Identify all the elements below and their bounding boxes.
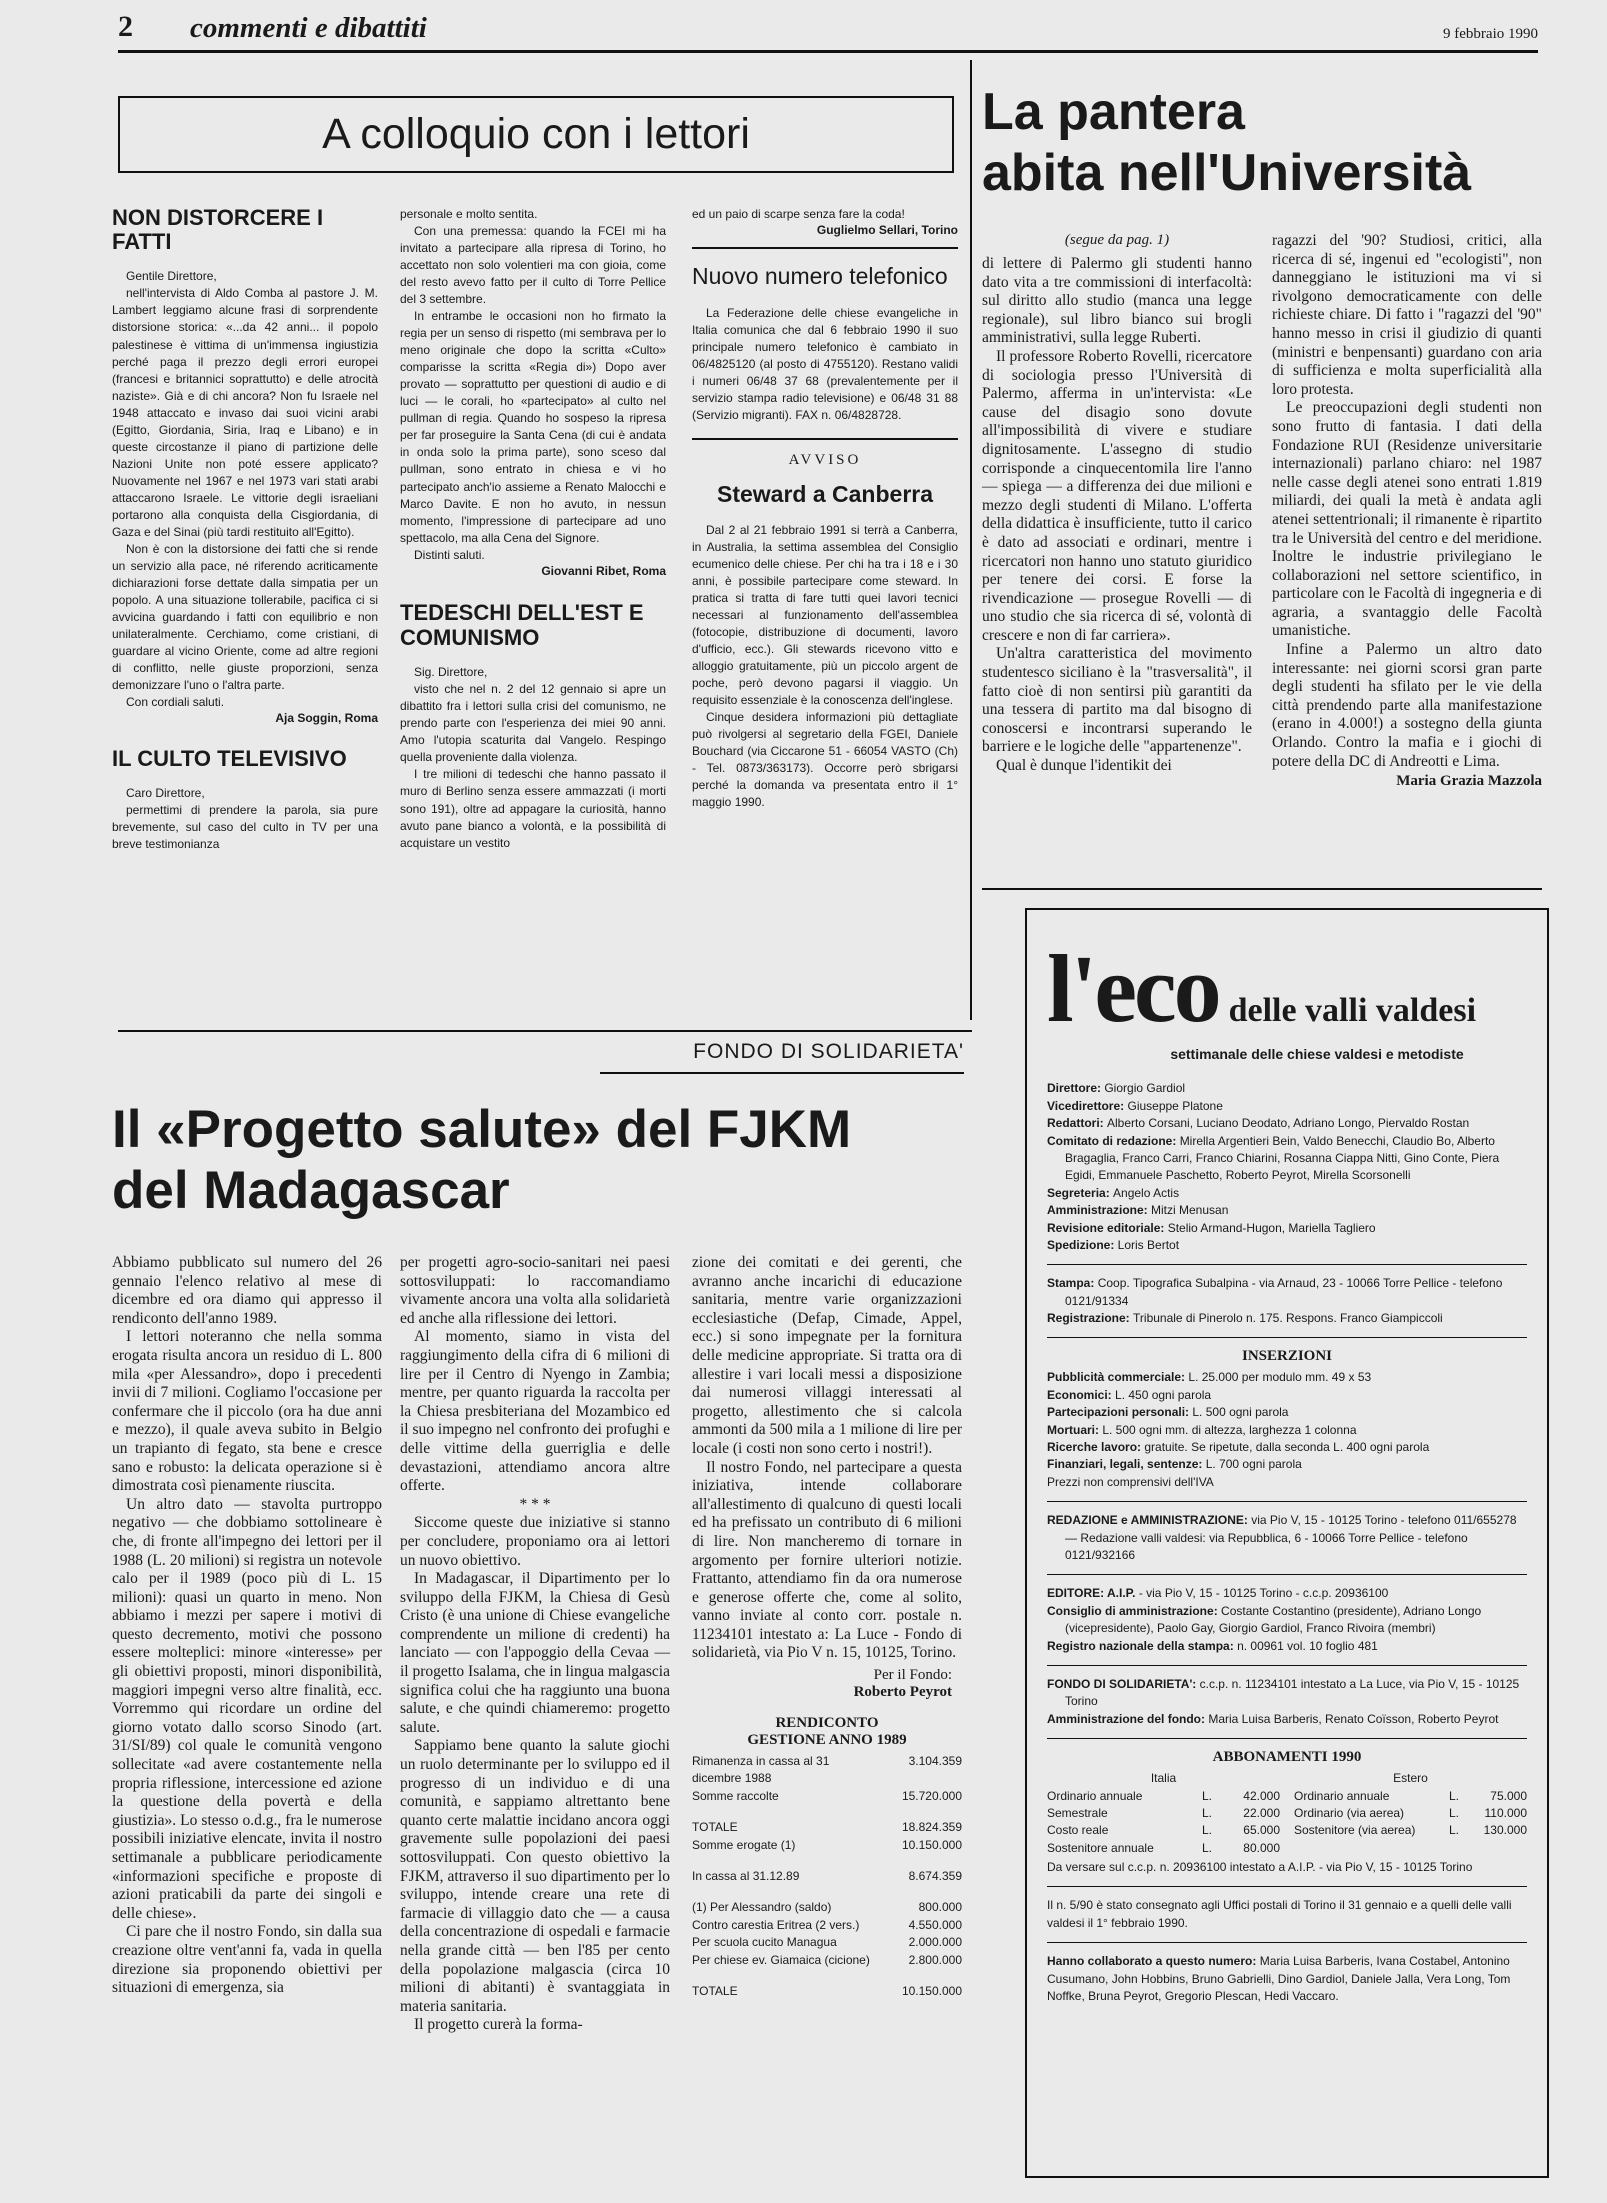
paragraph: I lettori noteranno che nella somma erogata risulta ancora un residuo di L. 800 mila «per Alessandro», dopo i precedenti invii di 7 milioni. Cogliamo l'occasione per confermare che il piccolo (ora ha due anni e mezzo), il quale aveva subito in Belgio un trapianto di fegato, sta bene e cresce sano e robusto: la delicata operazione si è dimostrata così pienamente riuscita. [112, 1328, 382, 1495]
table-row [692, 1899, 962, 1916]
info-value: - via Pio V, 15 - 10125 Torino - c.c.p. 20936100 [1138, 1586, 1389, 1601]
eco-editore [1047, 1585, 1527, 1655]
info-value: Coop. Tipografica Subalpina - via Arnaud, 23 - 10066 Torre Pellice - telefono 0121/91334 [1065, 1276, 1503, 1308]
info-label: Amministrazione del fondo: [1047, 1711, 1209, 1726]
info-label: Comitato di redazione: [1047, 1133, 1180, 1148]
info-line [1047, 1456, 1527, 1473]
fondo-headline [112, 1100, 972, 1222]
info-line [1047, 1115, 1527, 1132]
info-value: Alberto Corsani, Luciano Deodato, Adriano Longo, Piervaldo Rostan [1107, 1116, 1470, 1131]
divider [1047, 1665, 1527, 1666]
paragraph: In Madagascar, il Dipartimento per lo sviluppo della FJKM, la Chiesa di Gesù Cristo (è una unione di Chiese evangeliche comprendente un milione di credenti) ha lanciato — con l'appoggio della Cevaa — il progetto Isalama, che in lingua malgascia significa colui che ha raggiunto una buona salute, e che quindi chiameremo: progetto salute. [400, 1570, 670, 1736]
fondo-text [692, 1254, 962, 1663]
subscription-price: 22.000 [1243, 1805, 1280, 1820]
letter-signature: Aja Soggin, Roma [275, 711, 378, 726]
info-value: Tribunale di Pinerolo n. 175. Respons. Franco Giampiccoli [1133, 1311, 1443, 1326]
info-line [1047, 1676, 1527, 1711]
colloquio-column-1 [112, 206, 378, 854]
page-number: 2 [118, 10, 133, 43]
info-line [1047, 1603, 1527, 1638]
subscription-type: Ordinario annuale [1294, 1788, 1390, 1803]
eco-logo-sub: delle valli valdesi [1228, 992, 1477, 1030]
letter-text: ed un paio di scarpe senza fare la coda! [692, 207, 905, 221]
info-value: L. 500 ogni parola [1192, 1405, 1289, 1420]
fondo-signature: Roberto Peyrot [853, 1684, 952, 1701]
abbonamenti-list [1047, 1788, 1280, 1858]
info-label: Spedizione: [1047, 1237, 1118, 1252]
colloquio-title: A colloquio con i lettori [322, 110, 750, 158]
fondo-kicker-rule [600, 1072, 964, 1074]
letter-heading: IL CULTO TELEVISIVO [112, 746, 347, 772]
row-amount: 18.824.359 [901, 1820, 962, 1835]
section-rule [982, 888, 1542, 890]
paragraph: Le preoccupazioni degli studenti non sono frutto di fantasia. I dati della Fondazione RUI (Residenze universitarie internazionali) parlano chiaro: nel 1987 nelle casse degli atenei sono entrati 1.819 miliardi, dei quali la metà è andata agli atenei settentrionali; il rimanente è ripartito tra le Università del centro e del meridione. Inoltre le industrie privilegiano le collaborazioni nel settore scientifico, in particolare con le Facoltà di ingegneria e di agraria, a svantaggio delle Facoltà umanistiche. [1272, 399, 1542, 640]
row-label: Somme erogate (1) [692, 1837, 796, 1852]
row-amount [892, 1885, 962, 1899]
pantera-text [1272, 232, 1542, 771]
currency: L. [1202, 1805, 1213, 1820]
fondo-signature-label: Per il Fondo: [873, 1667, 952, 1684]
letter-text: Non è con la distorsione dei fatti che si rende un servizio alla pace, né riferendo acriticamente dichiarazioni forse dettate dalla simpatia per un popolo. A una situazione tollerabile, pacifica ci si avvicina guardando i fatti con equilibrio e non unilateralmente. Cerchiamo, come cristiani, di guardare al vicino Oriente, come ad altre regioni di conflitto, nelle giuste proporzioni, senza demonizzare l'uno o l'altra parte. [112, 541, 378, 693]
pantera-text [982, 255, 1252, 776]
table-row [692, 1983, 962, 2000]
subscription-row [1294, 1805, 1527, 1822]
subscription-price: 65.000 [1243, 1823, 1280, 1838]
info-value: Prezzi non comprensivi dell'IVA [1047, 1474, 1214, 1489]
column-rule [970, 60, 972, 1020]
paragraph: per progetti agro-socio-sanitari nei paesi sottosviluppati: lo raccomandiamo vivamente ancora una volta alla solidarietà ed anche alla riflessione dei lettori. [400, 1254, 670, 1327]
subscription-type: Sostenitore (via aerea) [1294, 1823, 1416, 1838]
info-value: n. 00961 vol. 10 foglio 481 [1237, 1638, 1378, 1653]
letter-signature: Guglielmo Sellari, Torino [816, 223, 958, 238]
info-line [1047, 1369, 1527, 1386]
notice-text: Cinque desidera informazioni più dettagliate può rivolgersi al segretario della FGEI, Daniele Bouchard (via Ciccarone 51 - 66054 VASTO (Ch) - Tel. 0873/363173). Occorre però sbrigarsi perché la domanda va presentata entro il 1° maggio 1990. [692, 710, 958, 810]
info-line [1047, 1387, 1527, 1404]
info-line [1047, 1512, 1527, 1564]
eco-redazione [1047, 1512, 1527, 1564]
info-line [1047, 1404, 1527, 1421]
subscription-price: 75.000 [1490, 1788, 1527, 1803]
currency: L. [1449, 1823, 1460, 1838]
info-line [1047, 1585, 1527, 1602]
table-row [692, 1868, 962, 1885]
info-value: Mitzi Menusan [1151, 1203, 1229, 1218]
row-amount: 4.550.000 [908, 1917, 962, 1932]
letter-text: Distinti saluti. [414, 547, 485, 562]
info-value: Giuseppe Platone [1127, 1098, 1223, 1113]
section-name: commenti e dibattiti [190, 12, 427, 44]
paragraph: Abbiamo pubblicato sul numero del 26 gennaio l'elenco relativo al mese di dicembre ed ora diamo qui appresso il rendiconto dell'anno 1989. [112, 1254, 382, 1327]
info-value: Mirella Argentieri Bein, Valdo Benecchi, Claudio Bo, Alberto Bragaglia, Franco Carri, Franco Chiarini, Rosanna Ciappa Nitti, Gino Conte, Piera Egidi, Emmanuele Paschetto, Roberto Peyrot, Mirella Scorsonelli [1065, 1133, 1500, 1183]
eco-logo-row [1047, 935, 1527, 1042]
abbonamenti-estero [1294, 1770, 1527, 1857]
info-value: Costante Costantino (presidente), Adriano Longo (vicepresidente), Paolo Gay, Giorgio Gardiol, Franco Rivoira (membri) [1065, 1603, 1482, 1636]
table-row [692, 1819, 962, 1836]
subscription-type: Ordinario (via aerea) [1294, 1805, 1405, 1820]
table-row [692, 1805, 962, 1819]
consegna-note: Il n. 5/90 è stato consegnato agli Uffici postali di Torino il 31 gennaio e a quelli delle valli valdesi il 1° febbraio 1990. [1047, 1898, 1512, 1930]
info-line [1047, 1202, 1527, 1219]
info-label: Registrazione: [1047, 1311, 1134, 1326]
info-line [1047, 1638, 1527, 1655]
letter-text: I tre milioni di tedeschi che hanno passato il muro di Berlino senza essere ammazzati (i morti sono 191), oltre ad appagare la curiosità, hanno avuto pane bianco a volontà, e la possibilità di acquistare un vestito [400, 767, 666, 850]
row-amount [892, 1854, 962, 1868]
issue-date: 9 febbraio 1990 [1443, 26, 1538, 42]
abbonamenti-title: ABBONAMENTI 1990 [1212, 1749, 1362, 1766]
avviso-label: AVVISO [788, 451, 862, 468]
info-label: Vicedirettore: [1047, 1098, 1128, 1113]
paragraph: zione dei comitati e dei gerenti, che avranno anche incarichi di educazione sanitaria, mentre varie organizzazioni ecclesiastiche (Defap, Cimade, Appel, ecc.) si sono impegnate per la fornitura delle medicine appropriate. Si tratta ora di allestire i vari locali messi a disposizione dai numerosi villaggi interessati al progetto, allestimento che si calcola ammonti da 500 mila a 1 milione di lire per locale (i costi non sono certo i nostri!). [692, 1254, 962, 1457]
divider [692, 247, 958, 249]
notice-heading: Steward a Canberra [716, 480, 934, 507]
info-value: Maria Luisa Barberis, Renato Coïsson, Roberto Peyrot [1208, 1711, 1499, 1726]
currency: L. [1449, 1805, 1460, 1820]
fondo-kicker: FONDO DI SOLIDARIETA' [693, 1040, 964, 1063]
row-amount [892, 1969, 962, 1983]
colloquio-title-box [118, 96, 954, 173]
pantera-title-line: abita nell'Università [982, 144, 1472, 203]
row-amount: 2.000.000 [908, 1935, 962, 1950]
info-line [1047, 1474, 1527, 1491]
pantera-title-line: La pantera [982, 83, 1245, 141]
divider [692, 438, 958, 440]
info-line [1047, 1185, 1527, 1202]
info-label: Economici: [1047, 1387, 1116, 1402]
info-value: Giorgio Gardiol [1104, 1081, 1186, 1096]
info-label: Registro nazionale della stampa: [1047, 1638, 1238, 1653]
info-label: Pubblicità commerciale: [1047, 1370, 1189, 1385]
letter-text: permettimi di prendere la parola, sia pure brevemente, sul caso del culto in TV per una breve testimonianza [112, 803, 378, 852]
fondo-text [400, 1254, 670, 2035]
versare-note: Da versare sul c.c.p. n. 20936100 intestato a A.I.P. - via Pio V, 15 - 10125 Torino [1047, 1860, 1473, 1875]
row-label: Contro carestia Eritrea (2 vers.) [692, 1917, 860, 1932]
row-amount: 800.000 [918, 1900, 962, 1915]
letter-text: Gentile Direttore, [126, 269, 217, 284]
paragraph: Il nostro Fondo, nel partecipare a questa iniziativa, intende collaborare all'allestimento di qualcuno di questi locali ed ha prefissato un contributo di 6 milioni di lire. Non mancheremo di tornare in argomento per fornire ulteriori notizie. Frattanto, attendiamo fin da ora numerose e generose offerte che, come al solito, vanno inviate al conto corr. postale n. 11234101 intestato a: La Luce - Fondo di solidarietà, via Pio V n. 15, 10125, Torino. [692, 1458, 962, 1662]
inserzioni-title: INSERZIONI [1241, 1348, 1333, 1365]
info-line [1047, 1220, 1527, 1237]
info-line [1047, 1439, 1527, 1456]
paragraph: Al momento, siamo in vista del raggiungimento della cifra di 6 milioni di lire per il Centro di Nyengo in Zambia; mentre, per quanto riguarda la raccolta per la Chiesa presbiteriana del Mozambico ed il suo impegno nel confronto dei profughi e delle vittime della guerriglia e delle devastazioni, attendiamo ancora altre offerte. [400, 1328, 670, 1495]
table-row [692, 1753, 962, 1788]
eco-logo: l'eco [1047, 935, 1219, 1042]
notice-text: La Federazione delle chiese evangeliche in Italia comunica che dal 6 febbraio 1990 il suo principale numero telefonico è cambiato in 06/4825120 (al posto di 4755120). Restano validi i numeri 06/48 37 68 (prevalentemente per il servizio stampa radio televisione) e 06/48 31 88 (Servizio migranti). FAX n. 06/4828728. [692, 305, 958, 422]
rendiconto-title: GESTIONE ANNO 1989 [747, 1732, 907, 1749]
letter-heading: TEDESCHI DELL'EST E COMUNISMO [400, 599, 644, 650]
subscription-price: 110.000 [1484, 1805, 1527, 1820]
info-label: Amministrazione: [1047, 1203, 1152, 1218]
fondo-column-2 [400, 1254, 670, 2035]
letter-text: Con una premessa: quando la FCEI mi ha invitato a partecipare alla ripresa di Torino, ho accettato non solo volentieri ma con gioia, come del resto avevo fatto per il culto di Torre Pellice del 3 settembre. [400, 224, 666, 307]
divider [1047, 1501, 1527, 1502]
info-line [1047, 1275, 1527, 1310]
eco-masthead-box [1025, 908, 1549, 2178]
subscription-price: 42.000 [1243, 1788, 1280, 1803]
paragraph: Ci pare che il nostro Fondo, sin dalla sua creazione oltre vent'anni fa, vada in quella direzione sia proponendo obiettivi per situazioni di emergenza, sia [112, 1923, 382, 1997]
rendiconto-table [692, 1753, 962, 2000]
letter-text: nell'intervista di Aldo Comba al pastore J. M. Lambert leggiamo alcune frasi di sorprendente distorsione storica: «...da 42 anni... il popolo palestinese è vittima di un'immensa ingiustizia perché paga il prezzo degli errori europei (francesi e britannici soprattutto) e delle atrocità naziste». Già e di chi ancora? Non fu Israele nel 1948 attaccato e invaso dai suoi vicini arabi (Egitto, Giordania, Siria, Iraq e Libano) e in queste circostanze il piano di partizione delle Nazioni Unite non poté essere applicato? Nuovamente nel 1967 e nel 1973 vari stati arabi attaccarono Israele. Le vittorie degli israeliani portarono alla conquista della Cisgiordania, di Gaza e del Sinai (più tardi restituito all'Egitto). [112, 286, 378, 539]
info-line [1047, 1133, 1527, 1185]
info-label: Stampa: [1047, 1276, 1098, 1291]
table-row [692, 1969, 962, 1983]
row-amount: 8.674.359 [908, 1869, 962, 1884]
author-signature: Maria Grazia Mazzola [1396, 773, 1542, 790]
letter-signature: Giovanni Ribet, Roma [541, 563, 666, 578]
info-label: Consiglio di amministrazione: [1047, 1603, 1222, 1618]
fondo-title-line: Il «Progetto salute» del FJKM [112, 1100, 852, 1159]
info-value: Angelo Actis [1113, 1185, 1180, 1200]
info-value: Stelio Armand-Hugon, Mariella Tagliero [1167, 1220, 1376, 1235]
abbonamenti-italia [1047, 1770, 1280, 1857]
subscription-price: 80.000 [1243, 1840, 1280, 1855]
fondo-column-3 [692, 1254, 962, 2000]
info-line [1047, 1422, 1527, 1439]
letter-text: personale e molto sentita. [400, 207, 538, 221]
fondo-text [112, 1254, 382, 1998]
row-label: Per chiese ev. Giamaica (cicione) [692, 1952, 870, 1967]
table-row [692, 1788, 962, 1805]
info-label: Redattori: [1047, 1116, 1107, 1131]
currency: L. [1202, 1840, 1213, 1855]
letter-text: In entrambe le occasioni non ho firmato la regia per un senso di rispetto (mi sembrava per lo meno originale che dopo la scritta «Culto» comparisse la scritta «Regia di») Dopo aver provato — soprattutto per questioni di audio e di luci — le corali, ho «partecipato» al culto nel pullman di regia. Quando ho sospeso la ripresa per far proseguire la Santa Cena (di cui è andata in onda solo la prima parte), sono sceso dal pullman, sono entrato in chiesa e vi ho partecipato anch'io assieme a Renato Malocchi e Marco Davite. E non ho avuto, in nessun momento, l'impressione di partecipare ad uno spettacolo, ma alla Cena del Signore. [400, 309, 666, 545]
subscription-type: Ordinario annuale [1047, 1788, 1143, 1803]
paragraph: Sappiamo bene quanto la salute giochi un ruolo determinante per lo sviluppo ed il progresso di un individuo e di una comunità, e sappiamo altrettanto bene quanto certe malattie incidano ancora oggi gravemente sulle popolazioni dei paesi sottosviluppati. Con questo obiettivo la FJKM, attraverso il suo dipartimento per lo sviluppo, intende creare una rete di farmacie di villaggio dato che — a causa della concentrazione di ospedali e farmacie nella grande città — ben l'85 per cento della popolazione malgascia (circa 10 milioni di abitanti) è svantaggiata in materia sanitaria. [400, 1737, 670, 2015]
header-rule [118, 50, 1538, 53]
fondo-title-line: del Madagascar [112, 1160, 510, 1220]
info-value: L. 700 ogni parola [1205, 1457, 1302, 1472]
letter-text: visto che nel n. 2 del 12 gennaio si apre un dibattito fra i lettori sulla crisi del comunismo, ne prendo parte con l'esperienza dei miei 90 anni. Amo l'utopia scaturita dal Vangelo. Respingo quella proveniente dalla violenza. [400, 682, 666, 765]
collaboratori [1047, 1953, 1527, 2005]
info-label: Mortuari: [1047, 1422, 1103, 1437]
info-value: L. 25.000 per modulo mm. 49 x 53 [1188, 1370, 1372, 1385]
section-rule [118, 1030, 972, 1032]
info-label: FONDO DI SOLIDARIETA': [1047, 1676, 1200, 1691]
notice-text: Dal 2 al 21 febbraio 1991 si terrà a Canberra, in Australia, la settima assemblea del Consiglio ecumenico delle chiese. Per chi ha tra i 18 e i 30 anni, è possibile partecipare come steward. In pratica si tratta di fare tutti quei lavori tecnici necessari al funzionamento dell'assemblea (fotocopie, distribuzione di documenti, lavoro d'ufficio, ecc.). Gli stewards ricevono vitto e alloggio gratuitamente, più un piccolo argent de poche, però devono pagarsi il viaggio. Un requisito essenziale è la conoscenza dell'inglese. [692, 522, 958, 708]
row-label: Rimanenza in cassa al 31 dicembre 1988 [692, 1754, 830, 1786]
eco-staff [1047, 1080, 1527, 1254]
divider [1047, 1337, 1527, 1338]
info-value: c.c.p. n. 11234101 intestato a La Luce, via Pio V, 15 - 10125 Torino [1065, 1676, 1520, 1709]
subscription-type: Semestrale [1047, 1805, 1108, 1820]
row-label: TOTALE [692, 1820, 738, 1835]
currency: L. [1449, 1788, 1460, 1803]
row-amount: 15.720.000 [901, 1788, 962, 1803]
subscription-type: Costo reale [1047, 1823, 1109, 1838]
table-row [692, 1854, 962, 1868]
subscription-row [1294, 1788, 1527, 1805]
row-amount: 3.104.359 [908, 1754, 962, 1769]
pantera-column-1 [982, 232, 1252, 776]
colloquio-column-3 [692, 206, 958, 811]
paragraph: Un'altra caratteristica del movimento studentesco siciliano è la "trasversalità", il fatto cioè di non sentirsi più garantiti da una tessera di partito ma dal bisogno di conoscersi e incontrarsi superando le barriere e le logiche delle "appartenenze". [982, 645, 1252, 756]
abbonamenti-grid [1047, 1770, 1527, 1857]
info-line [1047, 1080, 1527, 1097]
divider [1047, 1738, 1527, 1739]
subscription-price: 130.000 [1483, 1823, 1527, 1838]
table-row [692, 1934, 962, 1951]
fondo-column-1 [112, 1254, 382, 1998]
subscription-row [1047, 1822, 1280, 1839]
subscription-row [1047, 1788, 1280, 1805]
row-amount [892, 1805, 962, 1819]
row-label: In cassa al 31.12.89 [692, 1869, 800, 1884]
pantera-headline [982, 82, 1542, 205]
info-value: L. 500 ogni mm. di altezza, larghezza 1 colonna [1102, 1422, 1357, 1437]
divider [1047, 1886, 1527, 1887]
eco-stampa [1047, 1275, 1527, 1327]
currency: L. [1202, 1788, 1213, 1803]
paragraph: Il progetto curerà la forma- [414, 2016, 583, 2034]
paragraph: di lettere di Palermo gli studenti hanno dato vita a tre commissioni di interfacoltà: sul diritto allo studio (manca una legge regionale), sul libro bianco sui brogli amministrativi, sulla legge Ruberti. [982, 255, 1252, 347]
table-row [692, 1885, 962, 1899]
info-line [1047, 1098, 1527, 1115]
paragraph: ragazzi del '90? Studiosi, critici, alla ricerca di sé, ingenui ed "ecologisti", non danneggiano le istituzioni ma vi si rivolgono democraticamente con delle richieste chiare. Di fatto i "ragazzi del '90" hanno messo in crisi il giudizio di quanti (ministri e benpensanti) guardano con aria di sufficienza e molta superficialità alla loro protesta. [1272, 232, 1542, 398]
info-line [1047, 1711, 1527, 1728]
continued-note: (segue da pag. 1) [1064, 232, 1170, 248]
paragraph: Siccome queste due iniziative si stanno per concludere, proponiamo ora ai lettori un nuovo obiettivo. [400, 1514, 670, 1569]
info-label: REDAZIONE e AMMINISTRAZIONE: [1047, 1513, 1252, 1528]
paragraph: Infine a Palermo un altro dato interessante: nei giorni scorsi gran parte degli studenti ha sfilato per le vie della città prendendo parte alla manifestazione (erano in 4.000!) a sostegno della giunta Orlando. Contro la mafia e i giochi di potere della DC di Andreotti e Lima. [1272, 641, 1542, 770]
info-line [1047, 1237, 1527, 1254]
abbonamenti-col-heading: Italia [1150, 1771, 1177, 1786]
table-row [692, 1837, 962, 1854]
abbonamenti-list [1294, 1788, 1527, 1840]
table-row [692, 1952, 962, 1969]
table-row [692, 1917, 962, 1934]
info-label: Finanziari, legali, sentenze: [1047, 1457, 1206, 1472]
eco-inserzioni [1047, 1369, 1527, 1491]
letter-text: Sig. Direttore, [414, 665, 488, 680]
info-value: via Pio V, 15 - 10125 Torino - telefono 011/655278 — Redazione valli valdesi: via Repubblica, 6 - 10066 Torre Pellice - telefono 0121/932166 [1065, 1513, 1517, 1562]
info-value: gratuite. Se ripetute, dalla seconda L. 400 ogni parola [1144, 1440, 1430, 1455]
info-line [1047, 1310, 1527, 1327]
page-header [118, 8, 1538, 52]
collaboratori-list: Maria Luisa Barberis, Ivana Costabel, Antonino Cusumano, John Hobbins, Bruno Gabrielli, Dino Gardiol, Daniele Jalla, Vera Long, Tom Noffke, Bruna Peyrot, Gregorio Plescan, Hedi Vaccaro. [1047, 1954, 1511, 2004]
row-amount: 2.800.000 [908, 1952, 962, 1967]
subscription-type: Sostenitore annuale [1047, 1840, 1154, 1855]
info-label: Ricerche lavoro: [1047, 1440, 1145, 1455]
info-label: Revisione editoriale: [1047, 1220, 1168, 1235]
rendiconto-title: RENDICONTO [775, 1715, 879, 1732]
pantera-column-2 [1272, 232, 1542, 790]
subscription-row [1047, 1840, 1280, 1857]
notice-heading: Nuovo numero telefonico [692, 263, 948, 290]
row-label: TOTALE [692, 1983, 738, 1998]
eco-tagline: settimanale delle chiese valdesi e metodiste [1170, 1046, 1464, 1063]
paragraph: Un altro dato — stavolta purtroppo negativo — che dobbiamo sottolineare è che, di fronte all'impegno dei lettori per il 1988 (L. 20 milioni) si registra un notevole calo per il 1989 (poco più di L. 15 milioni): quasi un quarto in meno. Non abbiamo i mezzi per sapere i motivi di questo decremento, motivi che possono essere molteplici: minore «interesse» per gli obiettivi proposti, minori disponibilità, maggiori impegni verso altre finalità, ecc. Vorremmo qui ricordare un ordine del giorno votato dallo scorso Sinodo (art. 31/SI/89) col quale le comunità vengono sollecitate «ad avere costantemente nella propria riflessione, intercessione ed azione la questione della povertà e della giustizia». Lo stesso o.d.g., fra le numerose possibili iniziative elencate, invita il nostro settimanale a pubblicare periodicamente «informazioni specifiche e proposte di azioni praticabili da parte dei singoli e delle chiese». [112, 1495, 382, 1922]
separator-stars: * * * [519, 1495, 551, 1513]
info-label: EDITORE: A.I.P. [1047, 1586, 1139, 1601]
row-label: (1) Per Alessandro (saldo) [692, 1900, 832, 1915]
colloquio-column-2 [400, 206, 666, 852]
info-label: Partecipazioni personali: [1047, 1405, 1193, 1420]
row-amount: 10.150.000 [901, 1837, 962, 1852]
info-label: Segreteria: [1047, 1185, 1114, 1200]
subscription-row [1047, 1805, 1280, 1822]
divider [1047, 1574, 1527, 1575]
letter-text: Caro Direttore, [126, 786, 205, 801]
info-value: L. 450 ogni parola [1115, 1387, 1212, 1402]
row-label: Per scuola cucito Managua [692, 1935, 837, 1950]
letter-text: Con cordiali saluti. [126, 695, 225, 710]
letter-heading: NON DISTORCERE I FATTI [112, 205, 324, 255]
divider [1047, 1942, 1527, 1943]
paragraph: Il professore Roberto Rovelli, ricercatore di sociologia presso l'Università di Palermo, afferma in un'intervista: «Le cause del disagio sono dovute all'impossibilità di vivere e studiare dignitosamente. L'assegno di studio corrisponde a cinquecentomila lire l'anno — spiega — a differenza dei due milioni e mezzo degli studenti di Milano. L'offerta della didattica è insufficiente, tutto il carico è dato ad associati e ordinari, mentre i ricercatori non hanno uno statuto giuridico per tenere dei corsi. E forse la rivendicazione — prosegue Rovelli — di uno studio che sia ricerca di sé, volontà di crescere e non di far carriera». [982, 347, 1252, 644]
currency: L. [1202, 1823, 1213, 1838]
eco-fondo [1047, 1676, 1527, 1728]
row-amount: 10.150.000 [901, 1983, 962, 1998]
info-label: Direttore: [1047, 1081, 1105, 1096]
abbonamenti-col-heading: Estero [1393, 1771, 1428, 1786]
subscription-row [1294, 1822, 1527, 1839]
row-label: Somme raccolte [692, 1788, 779, 1803]
collaboratori-label: Hanno collaborato a questo numero: [1047, 1954, 1257, 1969]
info-value: Loris Bertot [1117, 1237, 1180, 1252]
paragraph: Qual è dunque l'identikit dei [996, 757, 1172, 775]
divider [1047, 1264, 1527, 1265]
